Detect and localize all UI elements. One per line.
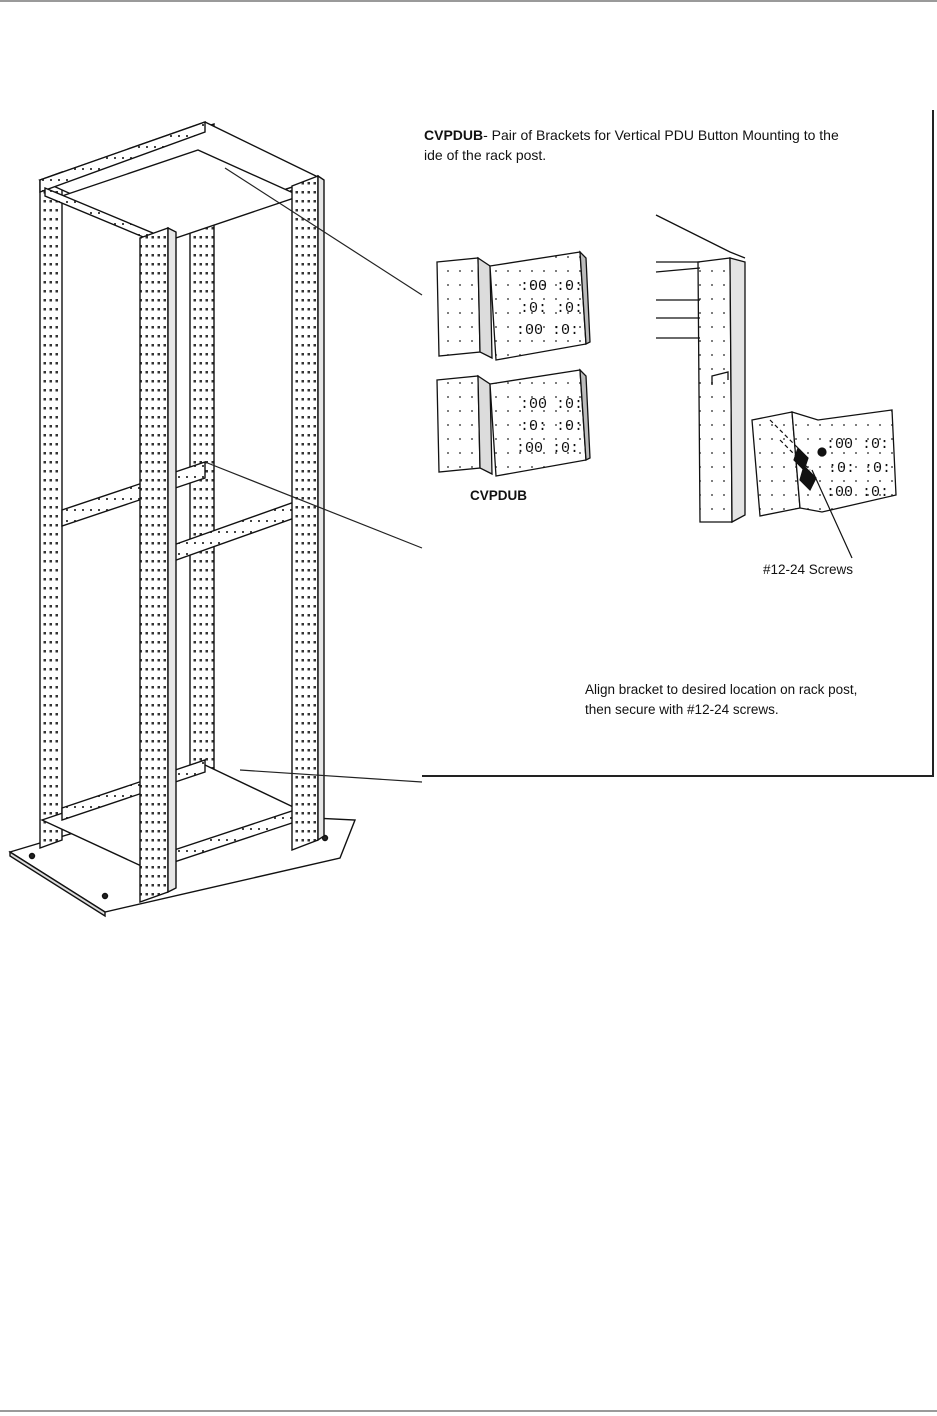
screws-label: #12-24 Screws	[763, 562, 854, 577]
svg-text::00 :0:: :00 :0:	[826, 436, 890, 453]
svg-text::0: :0:: :0: :0:	[828, 460, 892, 477]
svg-text::00 :0:: :00 :0:	[826, 484, 890, 501]
instruction-text	[585, 680, 925, 720]
part-name-label: CVPDUB	[470, 488, 528, 503]
instruction-line-1: Align bracket to desired location on rack post,	[585, 682, 858, 697]
svg-text::00 :0:: :00 :0:	[516, 440, 580, 457]
callout-title	[424, 125, 904, 165]
instruction-line-2: then secure with #12-24 screws.	[585, 702, 779, 717]
svg-text::0: :0:: :0: :0:	[520, 300, 584, 317]
svg-text::00 :0:: :00 :0:	[520, 278, 584, 295]
callout-title-bold: CVPDUB	[424, 127, 484, 143]
svg-text::00 :0:: :00 :0:	[520, 396, 584, 413]
callout-title-rest: - Pair of Brackets for Vertical PDU Button Mounting to the	[483, 127, 839, 143]
svg-text::00 :0:: :00 :0:	[516, 322, 580, 339]
rack-frame-icon	[10, 122, 355, 916]
callout-box	[422, 110, 934, 777]
callout-title-line2: ide of the rack post.	[424, 147, 547, 163]
svg-text::0: :0:: :0: :0:	[520, 418, 584, 435]
